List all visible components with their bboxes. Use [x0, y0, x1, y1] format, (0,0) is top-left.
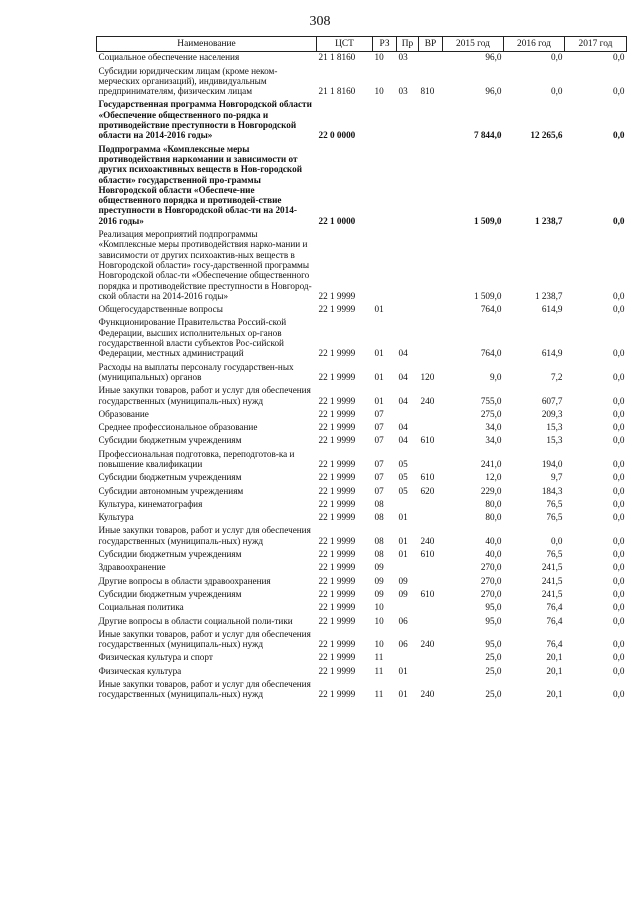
row-value-2016: 76,5 [546, 549, 563, 560]
row-value-2015: 34,0 [485, 435, 502, 446]
row-cst: 22 1 9999 [318, 408, 356, 419]
table-row [97, 66, 627, 100]
row-value-2017: 0,0 [613, 575, 625, 586]
row-vr: 810 [420, 86, 435, 97]
row-cst: 22 1 9999 [318, 435, 356, 446]
row-rz: 01 [374, 371, 384, 382]
row-rz: 10 [374, 86, 384, 97]
row-vr [419, 602, 443, 615]
row-name: Социальное обеспечение населения [98, 52, 240, 63]
row-value-2017: 0,0 [613, 348, 625, 359]
row-value-2016: 241,5 [541, 588, 563, 599]
row-name: Образование [98, 408, 149, 419]
row-value-2016: 76,4 [546, 602, 563, 613]
row-value-2017: 0,0 [613, 485, 625, 496]
row-vr [419, 512, 443, 525]
row-value-2015: 241,0 [480, 458, 502, 469]
row-rz: 07 [374, 422, 384, 433]
row-vr [419, 229, 443, 304]
row-rz: 11 [374, 689, 384, 700]
row-pr [397, 409, 419, 422]
row-cst: 22 1 9999 [318, 588, 356, 599]
row-value-2015: 755,0 [480, 395, 502, 406]
table-row [97, 652, 627, 665]
table-row [97, 435, 627, 448]
row-cst: 22 1 9999 [318, 602, 356, 613]
table-header-row [97, 37, 627, 52]
row-pr: 03 [398, 52, 408, 63]
row-value-2016: 184,3 [541, 485, 563, 496]
header-2017: 2017 год [565, 37, 627, 52]
row-cst: 22 1 9999 [318, 485, 356, 496]
row-vr [419, 499, 443, 512]
row-value-2017: 0,0 [613, 304, 625, 315]
table-row [97, 602, 627, 615]
row-value-2016: 0,0 [551, 52, 563, 63]
row-rz: 11 [374, 652, 384, 663]
row-rz: 08 [374, 498, 384, 509]
row-name: Функционирование Правительства Россий-ской Федерации, высших исполнительных ор-ганов государственной власти субъектов Рос-сийской Федерации, местных администраций [98, 317, 287, 359]
row-value-2017: 0,0 [613, 395, 625, 406]
budget-table [96, 36, 627, 703]
row-value-2017: 0,0 [613, 130, 625, 141]
row-pr: 01 [398, 549, 408, 560]
row-name: Здравоохранение [98, 562, 166, 573]
row-value-2017: 0,0 [613, 562, 625, 573]
row-value-2017: 0,0 [613, 290, 625, 301]
table-row [97, 449, 627, 473]
row-name: Профессиональная подготовка, переподготов-ка и повышение квалификации [98, 448, 295, 469]
row-cst: 21 1 8160 [318, 86, 356, 97]
row-pr: 06 [398, 615, 408, 626]
row-cst: 22 1 9999 [318, 472, 356, 483]
header-2016: 2016 год [504, 37, 565, 52]
row-rz: 10 [374, 52, 384, 63]
row-pr: 04 [398, 435, 408, 446]
row-value-2016: 12 265,6 [530, 130, 563, 141]
row-pr: 04 [398, 348, 408, 359]
row-pr: 09 [398, 575, 408, 586]
row-name: Субсидии юридическим лицам (кроме неком-мерческих организаций), индивидуальным предпринимателям, физическим лицам [98, 65, 278, 97]
row-rz: 09 [374, 562, 384, 573]
row-pr [397, 99, 419, 143]
row-value-2016: 0,0 [551, 535, 563, 546]
row-value-2015: 34,0 [485, 422, 502, 433]
row-pr: 03 [398, 86, 408, 97]
header-name: Наименование [97, 37, 317, 52]
row-value-2015: 96,0 [485, 52, 502, 63]
row-vr: 240 [420, 689, 435, 700]
row-value-2015: 40,0 [485, 535, 502, 546]
row-name: Государственная программа Новгородской области «Обеспечение общественного по-рядка и противодействие преступности в Новгородской области на 2014-2016 годы» [98, 99, 312, 141]
row-cst: 22 1 0000 [318, 215, 356, 226]
row-pr: 01 [398, 665, 408, 676]
row-rz: 01 [374, 348, 384, 359]
row-vr [419, 422, 443, 435]
row-cst: 22 1 9999 [318, 549, 356, 560]
row-vr [419, 666, 443, 679]
row-rz: 11 [374, 665, 384, 676]
row-value-2017: 0,0 [613, 602, 625, 613]
row-value-2017: 0,0 [613, 435, 625, 446]
table-body [97, 52, 627, 703]
row-pr [397, 229, 419, 304]
row-cst: 22 1 9999 [318, 371, 356, 382]
row-vr [419, 409, 443, 422]
row-cst: 22 0 0000 [318, 130, 356, 141]
row-rz: 07 [374, 408, 384, 419]
row-value-2015: 25,0 [485, 665, 502, 676]
row-value-2016: 209,3 [541, 408, 563, 419]
row-rz: 07 [374, 472, 384, 483]
row-value-2015: 1 509,0 [473, 215, 502, 226]
row-rz: 10 [374, 639, 384, 650]
row-pr [397, 652, 419, 665]
row-value-2017: 0,0 [613, 458, 625, 469]
row-cst: 22 1 9999 [318, 422, 356, 433]
row-value-2016: 15,3 [546, 435, 563, 446]
row-value-2016: 7,2 [551, 371, 563, 382]
row-pr [397, 499, 419, 512]
table-row [97, 666, 627, 679]
table-row [97, 486, 627, 499]
row-name: Культура, кинематография [98, 498, 203, 509]
row-value-2016: 20,1 [546, 665, 563, 676]
row-value-2017: 0,0 [613, 588, 625, 599]
row-name: Среднее профессиональное образование [98, 422, 258, 433]
row-pr: 01 [398, 689, 408, 700]
table-row [97, 409, 627, 422]
row-cst: 22 1 9999 [318, 535, 356, 546]
table-row [97, 562, 627, 575]
row-pr: 01 [398, 535, 408, 546]
row-cst: 22 1 9999 [318, 639, 356, 650]
row-value-2016: 76,4 [546, 639, 563, 650]
row-pr: 01 [398, 512, 408, 523]
row-value-2017: 0,0 [613, 639, 625, 650]
row-pr: 05 [398, 485, 408, 496]
row-value-2015: 764,0 [480, 304, 502, 315]
row-vr: 610 [420, 549, 435, 560]
row-value-2015: 1 509,0 [473, 290, 502, 301]
row-name: Субсидии автономным учреждениям [98, 485, 244, 496]
row-name: Подпрограмма «Комплексные меры противодействия наркомании и зависимости от других психоактивных веществ в Нов-городской области» государственной про-граммы Новгородской области «Обеспече-ние общественного порядка и противодей-ствие преступности в Новгородской облас-ти на 2014-2016 годы» [98, 143, 302, 226]
row-value-2015: 275,0 [480, 408, 502, 419]
row-rz: 01 [374, 304, 384, 315]
row-cst: 22 1 9999 [318, 458, 356, 469]
row-rz: 08 [374, 549, 384, 560]
table-row [97, 629, 627, 653]
row-vr [419, 144, 443, 229]
row-value-2016: 1 238,7 [534, 215, 563, 226]
row-vr: 240 [420, 535, 435, 546]
row-value-2015: 9,0 [490, 371, 502, 382]
row-name: Общегосударственные вопросы [98, 304, 223, 315]
table-row [97, 512, 627, 525]
row-rz: 07 [374, 485, 384, 496]
row-pr: 05 [398, 458, 408, 469]
row-value-2016: 0,0 [551, 86, 563, 97]
row-value-2015: 80,0 [485, 512, 502, 523]
row-name: Иные закупки товаров, работ и услуг для обеспечения государственных (муниципаль-ных) нужд [98, 385, 311, 406]
row-value-2017: 0,0 [613, 498, 625, 509]
row-value-2016: 76,5 [546, 512, 563, 523]
row-cst: 22 1 9999 [318, 395, 356, 406]
table-row [97, 525, 627, 549]
row-value-2015: 25,0 [485, 689, 502, 700]
table-row [97, 576, 627, 589]
row-cst: 22 1 9999 [318, 665, 356, 676]
row-value-2017: 0,0 [613, 408, 625, 419]
row-value-2015: 80,0 [485, 498, 502, 509]
row-pr: 06 [398, 639, 408, 650]
row-vr [419, 449, 443, 473]
row-vr [419, 99, 443, 143]
table-row [97, 304, 627, 317]
row-name: Расходы на выплаты персоналу государствен-ных (муниципальных) органов [98, 361, 294, 382]
row-value-2016: 614,9 [541, 304, 563, 315]
table-row [97, 499, 627, 512]
row-vr: 120 [420, 371, 435, 382]
row-vr: 620 [420, 485, 435, 496]
row-value-2016: 241,5 [541, 575, 563, 586]
header-2015: 2015 год [443, 37, 504, 52]
row-name: Культура [98, 512, 134, 523]
row-vr: 240 [420, 639, 435, 650]
row-value-2016: 76,4 [546, 615, 563, 626]
row-name: Субсидии бюджетным учреждениям [98, 588, 242, 599]
table-row [97, 99, 627, 143]
row-value-2017: 0,0 [613, 615, 625, 626]
row-value-2017: 0,0 [613, 689, 625, 700]
row-name: Иные закупки товаров, работ и услуг для обеспечения государственных (муниципаль-ных) нужд [98, 628, 311, 650]
row-cst: 22 1 9999 [318, 498, 356, 509]
row-vr [419, 562, 443, 575]
table-row [97, 472, 627, 485]
row-pr: 09 [398, 588, 408, 599]
row-rz: 01 [374, 395, 384, 406]
row-pr: 05 [398, 472, 408, 483]
row-cst: 22 1 9999 [318, 304, 356, 315]
header-vr: ВР [419, 37, 443, 52]
row-vr [419, 652, 443, 665]
page-number: 308 [309, 14, 331, 29]
row-name: Другие вопросы в области социальной поли-тики [98, 615, 293, 626]
row-value-2015: 95,0 [485, 602, 502, 613]
row-name: Иные закупки товаров, работ и услуг для обеспечения государственных (муниципаль-ных) нужд [98, 525, 311, 546]
row-rz: 09 [374, 588, 384, 599]
table-row [97, 589, 627, 602]
row-value-2017: 0,0 [613, 422, 625, 433]
row-value-2016: 15,3 [546, 422, 563, 433]
row-cst: 22 1 9999 [318, 652, 356, 663]
row-value-2017: 0,0 [613, 512, 625, 523]
row-value-2015: 95,0 [485, 615, 502, 626]
row-rz: 07 [374, 458, 384, 469]
row-rz: 09 [374, 575, 384, 586]
row-rz: 08 [374, 535, 384, 546]
table-row [97, 385, 627, 409]
row-rz: 07 [374, 435, 384, 446]
table-row [97, 317, 627, 361]
row-value-2017: 0,0 [613, 549, 625, 560]
table-row [97, 362, 627, 386]
row-value-2016: 1 238,7 [534, 290, 563, 301]
row-value-2017: 0,0 [613, 652, 625, 663]
row-rz [373, 144, 397, 229]
header-rz: РЗ [373, 37, 397, 52]
row-rz [373, 99, 397, 143]
row-vr: 240 [420, 395, 435, 406]
row-value-2016: 20,1 [546, 689, 563, 700]
header-pr: Пр [397, 37, 419, 52]
table-row [97, 616, 627, 629]
row-name: Субсидии бюджетным учреждениям [98, 472, 242, 483]
row-pr [397, 562, 419, 575]
row-cst: 22 1 9999 [318, 615, 356, 626]
row-vr [419, 576, 443, 589]
row-value-2015: 12,0 [485, 472, 502, 483]
row-value-2015: 229,0 [480, 485, 502, 496]
row-vr [419, 616, 443, 629]
row-rz: 08 [374, 512, 384, 523]
row-cst: 21 1 8160 [318, 52, 356, 63]
table-row [97, 144, 627, 229]
row-value-2015: 7 844,0 [473, 130, 502, 141]
row-pr [397, 602, 419, 615]
row-value-2015: 25,0 [485, 652, 502, 663]
row-vr: 610 [420, 588, 435, 599]
row-name: Физическая культура [98, 665, 182, 676]
row-vr: 610 [420, 472, 435, 483]
row-value-2016: 607,7 [541, 395, 563, 406]
row-pr: 04 [398, 422, 408, 433]
row-name: Социальная политика [98, 602, 184, 613]
row-value-2016: 614,9 [541, 348, 563, 359]
table-row [97, 52, 627, 66]
row-value-2017: 0,0 [613, 86, 625, 97]
table-row [97, 422, 627, 435]
row-cst: 22 1 9999 [318, 562, 356, 573]
row-value-2015: 96,0 [485, 86, 502, 97]
row-name: Реализация мероприятий подпрограммы «Комплексные меры противодействия нарко-мании и зависимости от других психоактив-ных веществ в Новгородской области» госу-дарственной программы Новгородской облас-ти «Обеспечение общественного порядка и противодействие преступности в Новгород-ской области на 2014-2016 годы» [98, 229, 312, 301]
table-row [97, 229, 627, 304]
row-value-2015: 270,0 [480, 575, 502, 586]
row-name: Физическая культура и спорт [98, 652, 213, 663]
row-value-2015: 95,0 [485, 639, 502, 650]
row-value-2016: 241,5 [541, 562, 563, 573]
row-cst: 22 1 9999 [318, 512, 356, 523]
table-row [97, 549, 627, 562]
row-value-2015: 764,0 [480, 348, 502, 359]
row-pr [397, 304, 419, 317]
row-pr: 04 [398, 395, 408, 406]
row-value-2017: 0,0 [613, 535, 625, 546]
row-vr: 610 [420, 435, 435, 446]
row-name: Иные закупки товаров, работ и услуг для обеспечения государственных (муниципаль-ных) нужд [98, 679, 311, 700]
row-value-2017: 0,0 [613, 215, 625, 226]
row-name: Другие вопросы в области здравоохранения [98, 575, 271, 586]
row-cst: 22 1 9999 [318, 290, 356, 301]
row-value-2017: 0,0 [613, 665, 625, 676]
row-value-2017: 0,0 [613, 52, 625, 63]
row-value-2015: 40,0 [485, 549, 502, 560]
row-value-2016: 9,7 [551, 472, 563, 483]
row-value-2017: 0,0 [613, 371, 625, 382]
row-value-2017: 0,0 [613, 472, 625, 483]
row-vr [419, 317, 443, 361]
row-value-2015: 270,0 [480, 562, 502, 573]
row-pr [397, 144, 419, 229]
row-value-2016: 194,0 [541, 458, 563, 469]
row-vr [419, 304, 443, 317]
row-name: Субсидии бюджетным учреждениям [98, 435, 242, 446]
row-rz: 10 [374, 615, 384, 626]
row-rz: 10 [374, 602, 384, 613]
row-pr: 04 [398, 371, 408, 382]
row-cst: 22 1 9999 [318, 348, 356, 359]
row-value-2015: 270,0 [480, 588, 502, 599]
row-name: Субсидии бюджетным учреждениям [98, 549, 242, 560]
row-value-2016: 20,1 [546, 652, 563, 663]
row-cst: 22 1 9999 [318, 575, 356, 586]
table-row [97, 679, 627, 703]
row-value-2016: 76,5 [546, 498, 563, 509]
row-cst: 22 1 9999 [318, 689, 356, 700]
header-cst: ЦСТ [317, 37, 373, 52]
row-vr [419, 52, 443, 66]
row-rz [373, 229, 397, 304]
